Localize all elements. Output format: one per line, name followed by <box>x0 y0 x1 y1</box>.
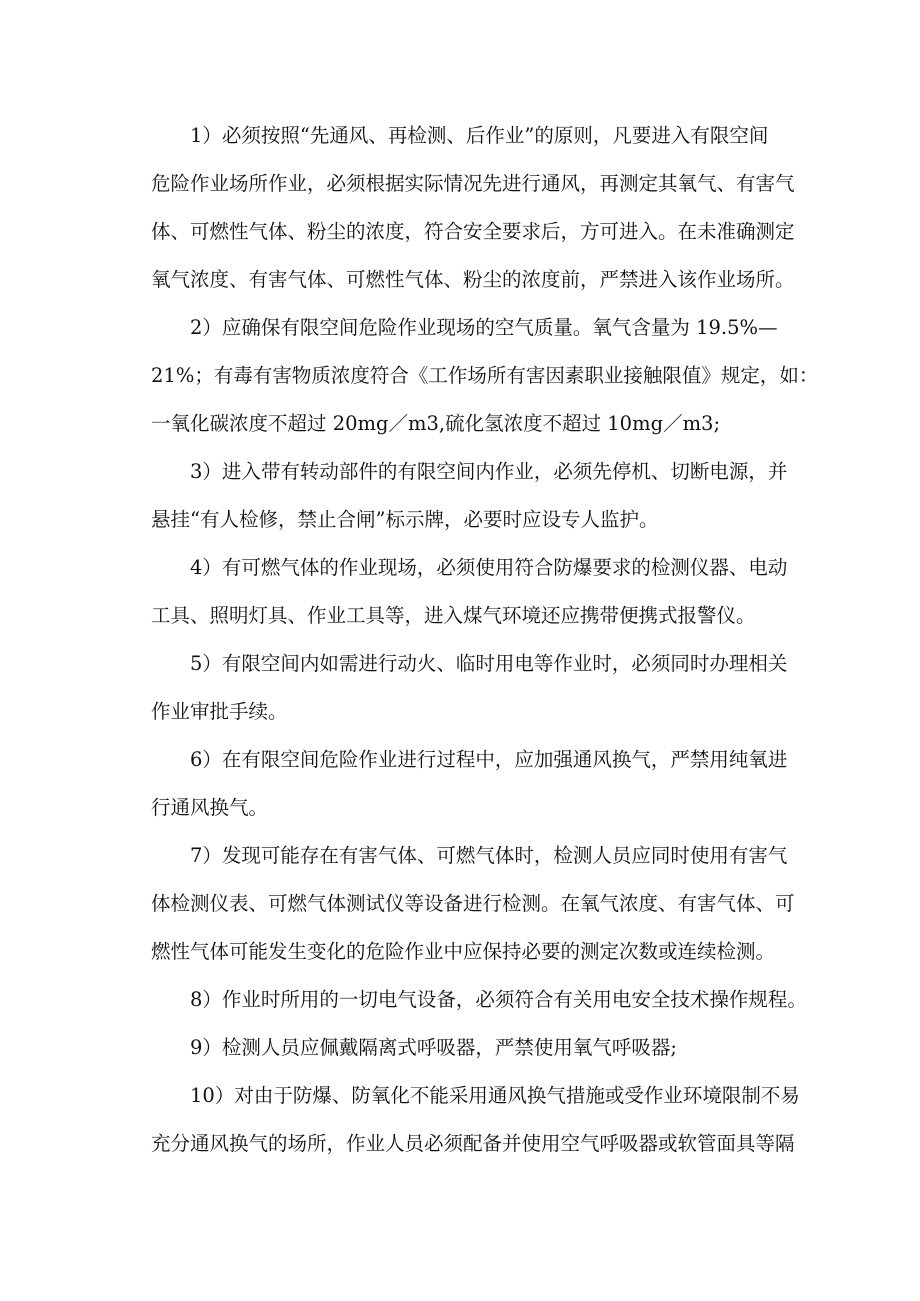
paragraph-line: 燃性气体可能发生变化的危险作业中应保持必要的测定次数或连续检测。 <box>151 940 776 963</box>
paragraph-line: 10）对由于防爆、防氧化不能采用通风换气措施或受作业环境限制不易 <box>190 1084 800 1107</box>
paragraph-line: 21%；有毒有害物质浓度符合《工作场所有害因素职业接触限值》规定，如： <box>151 364 819 387</box>
paragraph-line: 工具、照明灯具、作业工具等，进入煤气环境还应携带便携式报警仪。 <box>151 604 756 627</box>
paragraph-line: 体、可燃性气体、粉尘的浓度，符合安全要求后，方可进入。在未准确测定 <box>151 220 795 243</box>
paragraph-line: 2）应确保有限空间危险作业现场的空气质量。氧气含量为 19.5%— <box>190 316 778 339</box>
paragraph-line: 5）有限空间内如需进行动火、临时用电等作业时，必须同时办理相关 <box>190 652 788 675</box>
paragraph-1 <box>112 112 826 304</box>
paragraph-9 <box>112 1024 826 1072</box>
paragraph-6 <box>112 736 826 832</box>
paragraph-line: 6）在有限空间危险作业进行过程中，应加强通风换气，严禁用纯氧进 <box>190 748 788 771</box>
paragraph-3 <box>112 448 826 544</box>
paragraph-line: 一氧化碳浓度不超过 20mg／m3,硫化氢浓度不超过 10mg／m3; <box>151 412 721 435</box>
paragraph-line: 4）有可燃气体的作业现场，必须使用符合防爆要求的检测仪器、电动 <box>190 556 788 579</box>
paragraph-line: 行通风换气。 <box>151 796 269 819</box>
document-body <box>112 112 826 1168</box>
paragraph-line: 充分通风换气的场所，作业人员必须配备并使用空气呼吸器或软管面具等隔 <box>151 1132 795 1155</box>
paragraph-8 <box>112 976 826 1024</box>
paragraph-2 <box>112 304 826 448</box>
paragraph-line: 1）必须按照“先通风、再检测、后作业”的原则，凡要进入有限空间 <box>190 124 769 147</box>
paragraph-line: 氧气浓度、有害气体、可燃性气体、粉尘的浓度前，严禁进入该作业场所。 <box>151 268 795 291</box>
paragraph-line: 危险作业场所作业，必须根据实际情况先进行通风，再测定其氧气、有害气 <box>151 172 795 195</box>
paragraph-line: 3）进入带有转动部件的有限空间内作业，必须先停机、切断电源，并 <box>190 460 788 483</box>
paragraph-5 <box>112 640 826 736</box>
paragraph-line: 体检测仪表、可燃气体测试仪等设备进行检测。在氧气浓度、有害气体、可 <box>151 892 795 915</box>
paragraph-7 <box>112 832 826 976</box>
paragraph-line: 8）作业时所用的一切电气设备，必须符合有关用电安全技术操作规程。 <box>190 988 807 1011</box>
paragraph-10 <box>112 1072 826 1168</box>
paragraph-line: 作业审批手续。 <box>151 700 288 723</box>
paragraph-line: 7）发现可能存在有害气体、可燃气体时，检测人员应同时使用有害气 <box>190 844 788 867</box>
paragraph-4 <box>112 544 826 640</box>
paragraph-line: 9）检测人员应佩戴隔离式呼吸器，严禁使用氧气呼吸器; <box>190 1036 677 1059</box>
paragraph-line: 悬挂“有人检修，禁止合闸”标示牌，必要时应设专人监护。 <box>151 508 659 531</box>
